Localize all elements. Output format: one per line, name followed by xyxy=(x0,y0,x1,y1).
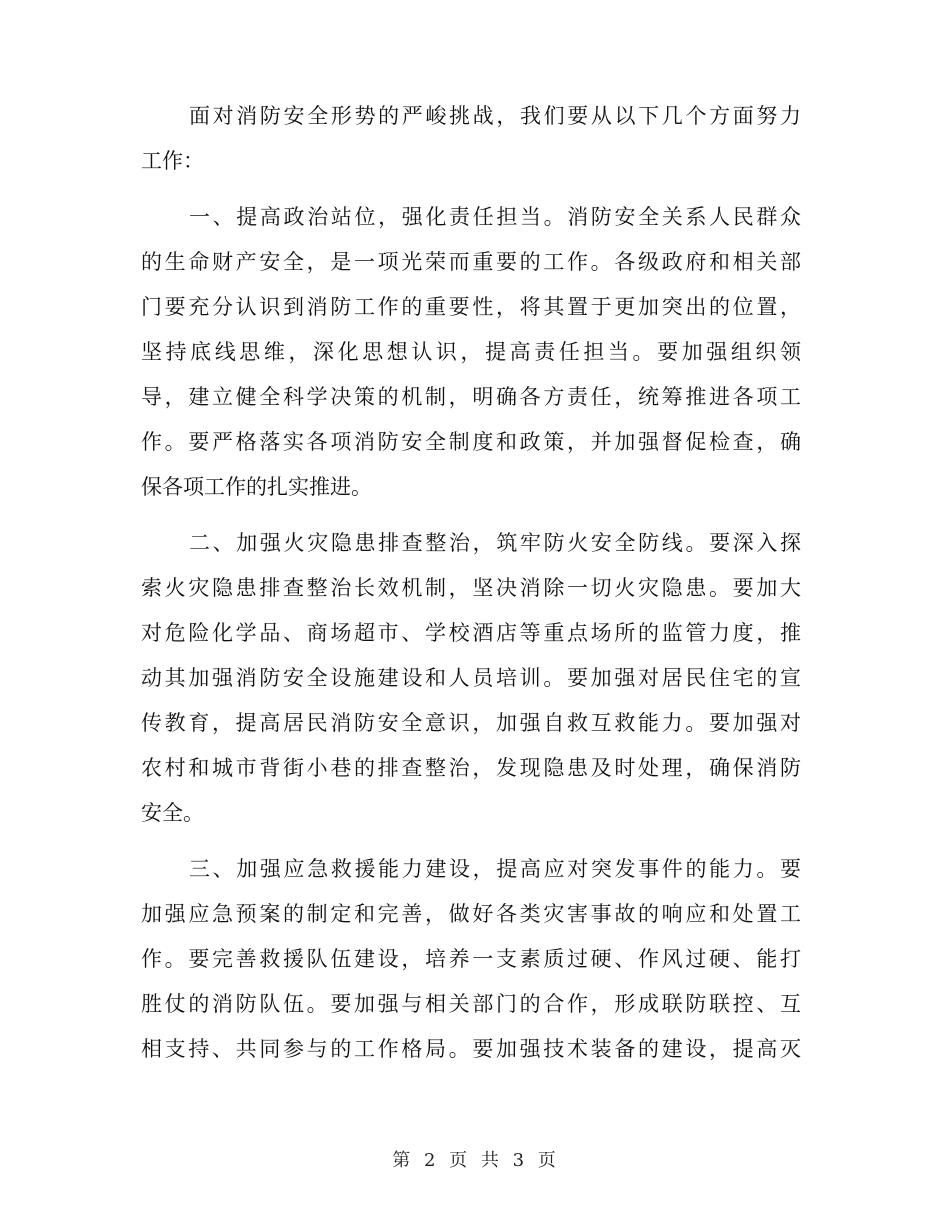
text-line: 索火灾隐患排查整治长效机制，坚决消除一切火灾隐患。要加大 xyxy=(141,576,801,600)
text-line: 坚持底线思维，深化思想认识，提高责任担当。要加强组织领 xyxy=(141,340,801,364)
text-line: 二、加强火灾隐患排查整治，筑牢防火安全防线。要深入探 xyxy=(189,531,801,555)
text-line: 传教育，提高居民消防安全意识，加强自救互救能力。要加强对 xyxy=(141,711,801,735)
text-line: 导，建立健全科学决策的机制，明确各方责任，统筹推进各项工 xyxy=(141,385,801,409)
text-line: 工作： xyxy=(141,149,204,173)
text-line: 胜仗的消防队伍。要加强与相关部门的合作，形成联防联控、互 xyxy=(141,992,801,1016)
text-line: 门要充分认识到消防工作的重要性，将其置于更加突出的位置， xyxy=(141,295,801,319)
text-line: 农村和城市背街小巷的排查整治，发现隐患及时处理，确保消防 xyxy=(141,756,801,780)
page-number-footer: 第 2 页 共 3 页 xyxy=(392,1150,558,1171)
text-line: 的生命财产安全，是一项光荣而重要的工作。各级政府和相关部 xyxy=(141,250,801,274)
text-line: 对危险化学品、商场超市、学校酒店等重点场所的监管力度，推 xyxy=(141,621,801,645)
text-line: 作。要完善救援队伍建设，培养一支素质过硬、作风过硬、能打 xyxy=(141,947,801,971)
text-line: 作。要严格落实各项消防安全制度和政策，并加强督促检查，确 xyxy=(141,430,801,454)
text-line: 安全。 xyxy=(141,801,204,825)
text-line: 一、提高政治站位，强化责任担当。消防安全关系人民群众 xyxy=(189,205,801,229)
text-line: 三、加强应急救援能力建设，提高应对突发事件的能力。要 xyxy=(189,857,801,881)
text-line: 加强应急预案的制定和完善，做好各类灾害事故的响应和处置工 xyxy=(141,902,801,926)
text-line: 面对消防安全形势的严峻挑战，我们要从以下几个方面努力 xyxy=(189,104,801,128)
text-line: 相支持、共同参与的工作格局。要加强技术装备的建设，提高灭 xyxy=(141,1037,801,1061)
text-line: 保各项工作的扎实推进。 xyxy=(141,475,372,499)
text-line: 动其加强消防安全设施建设和人员培训。要加强对居民住宅的宣 xyxy=(141,666,801,690)
